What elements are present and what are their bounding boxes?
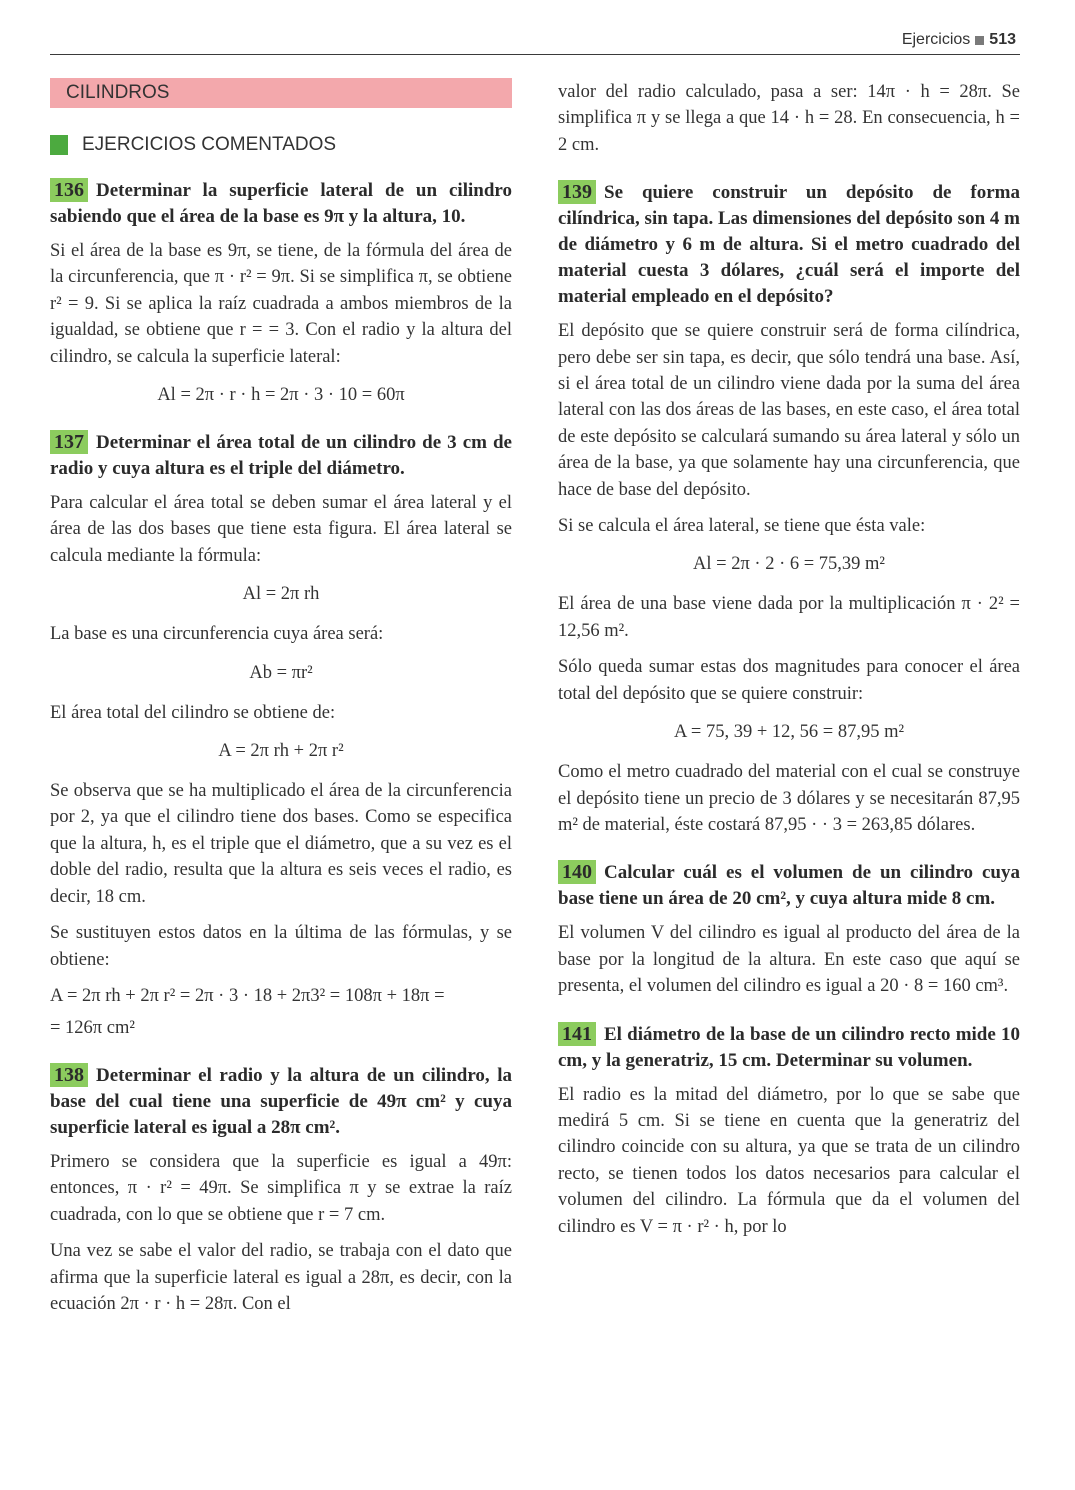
paragraph: Sólo queda sumar estas dos magnitudes para conocer el área total del depósito que se quiere construir: — [558, 657, 1020, 704]
exercise-statement: El diámetro de la base de un cilindro recto mide 10 cm, y la generatriz, 15 cm. Determinar su volumen. — [558, 1023, 1020, 1071]
paragraph: El radio es la mitad del diámetro, por lo que se sabe que medirá 5 cm. Si se tiene en cuenta que la generatriz del cilindro coincide con su altura, ya que se trata de un cilindro recto, se tienen todos los datos necesarios para calcular el volumen del cilindro. La fórmula que da el volumen del cilindro es V = π · r² · h, por lo — [558, 1084, 1020, 1237]
paragraph: El depósito que se quiere construir será de forma cilíndrica, pero debe ser sin tapa, es decir, que sólo tendrá una base. Así, si el área total de un cilindro viene dada por la suma del área lateral con las dos áreas de las bases, en este caso, el área total de este depósito se calculará sumando su área lateral y sólo un área de la base, ya que solamente hay una circunferencia, que hace de base del depósito. — [558, 321, 1020, 500]
exercise-140-title — [558, 860, 1020, 912]
exercise-statement: Calcular cuál es el volumen de un cilindro cuya base tiene un área de 20 cm², y cuya altura mide 8 cm. — [558, 862, 1020, 910]
section-title: CILINDROS — [50, 78, 512, 108]
exercise-number: 140 — [558, 860, 596, 884]
formula: A = 2π rh + 2π r² — [218, 741, 344, 762]
paragraph: El volumen V del cilindro es igual al producto del área de la base por la longitud de la altura. En este caso que aquí se presenta, el volumen del cilindro es igual a 20 · 8 = 160 cm³. — [558, 923, 1020, 997]
formula: Al = 2π · r · h = 2π · 3 · 10 = 60π — [157, 385, 405, 406]
paragraph: Como el metro cuadrado del material con el cual se construye el depósito tiene un precio de 3 dólares y se necesitarán 87,95 m² de material, éste costará 87,95 · · 3 = 263,85 dólares. — [558, 762, 1020, 835]
paragraph: Se sustituyen estos datos en la última de las fórmulas, y se obtiene: — [50, 923, 512, 970]
page-number: 513 — [989, 31, 1016, 48]
exercise-141-title — [558, 1022, 1020, 1074]
paragraph: El área total del cilindro se obtiene de: — [50, 702, 336, 723]
exercise-statement: Determinar la superficie lateral de un cilindro sabiendo que el área de la base es 9π y la altura, 10. — [50, 180, 512, 227]
exercise-statement: Determinar el radio y la altura de un cilindro, la base del cual tiene una superficie de 49π cm² y cuya superficie lateral es igual a 28π cm². — [50, 1064, 512, 1138]
exercise-139-title — [558, 180, 1020, 310]
paragraph: Si se calcula el área lateral, se tiene que ésta vale: — [558, 516, 926, 537]
formula: A = 2π rh + 2π r² = 2π · 3 · 18 + 2π3² = 108π + 18π = — [50, 985, 445, 1006]
page-header — [50, 28, 1020, 55]
subsection-title: EJERCICIOS COMENTADOS — [82, 134, 337, 155]
right-column — [558, 79, 1020, 1250]
formula: Al = 2π rh — [242, 584, 320, 605]
formula: = 126π cm² — [50, 1017, 135, 1038]
exercise-number: 136 — [50, 178, 88, 202]
header-section: Ejercicios — [901, 31, 971, 48]
exercise-number: 139 — [558, 180, 596, 204]
exercise-137-title — [50, 430, 512, 482]
exercise-138-title — [50, 1063, 512, 1141]
paragraph: Se observa que se ha multiplicado el área de la circunferencia por 2, ya que el cilindro tiene dos bases. Como se especifica que la altura, h, es el triple que el diámetro, que a su vez es el doble del radio, resulta que la altura es seis veces el radio, es decir, 18 cm. — [50, 781, 512, 907]
exercise-statement: Determinar el área total de un cilindro de 3 cm de radio y cuya altura es el triple del diámetro. — [50, 432, 512, 480]
formula: A = 75, 39 + 12, 56 = 87,95 m² — [673, 722, 905, 743]
paragraph: Una vez se sabe el valor del radio, se trabaja con el dato que afirma que la superficie lateral es igual a 28π, es decir, con la ecuación 2π · r · h = 28π. Con el — [50, 1241, 512, 1314]
paragraph: Si el área de la base es 9π, se tiene, de la fórmula del área de la circunferencia, que π · r² = 9π. Si se simplifica π, se obtiene r² = 9. Si se aplica la raíz cuadrada a ambos miembros de la igualdad, se obtiene que r = = 3. Con el radio y la altura del cilindro, se calcula la superficie lateral: — [50, 241, 512, 367]
header-right — [902, 31, 1016, 49]
left-column — [50, 78, 512, 1327]
exercise-number: 138 — [50, 1063, 88, 1087]
square-bullet-icon — [975, 36, 984, 45]
formula: Al = 2π · 2 · 6 = 75,39 m² — [693, 554, 885, 575]
paragraph: valor del radio calculado, pasa a ser: 14π · h = 28π. Se simplifica π y se llega a que 14 · h = 28. En consecuencia, h = 2 cm. — [558, 82, 1020, 155]
paragraph: La base es una circunferencia cuya área será: — [50, 624, 384, 645]
paragraph: Para calcular el área total se deben sumar el área lateral y el área de las dos bases que tiene esta figura. El área lateral se calcula mediante la fórmula: — [50, 493, 512, 566]
exercise-number: 141 — [558, 1022, 596, 1046]
exercise-136-title — [50, 178, 512, 230]
exercise-statement: Se quiere construir un depósito de forma cilíndrica, sin tapa. Las dimensiones del depósito son 4 m de diámetro y 6 m de altura. Si el metro cuadrado del material cuesta 3 dólares, ¿cuál será el importe del material empleado en el depósito? — [558, 182, 1020, 308]
subsection-heading — [50, 134, 512, 156]
paragraph: Primero se considera que la superficie es igual a 49π: entonces, π · r² = 49π. Se simplifica π y se extrae la raíz cuadrada, con lo que se obtiene que r = 7 cm. — [50, 1151, 512, 1225]
green-square-icon — [50, 135, 68, 155]
exercise-number: 137 — [50, 430, 88, 454]
formula: Ab = πr² — [249, 662, 313, 683]
paragraph: El área de una base viene dada por la multiplicación π · 2² = 12,56 m². — [558, 594, 1020, 641]
